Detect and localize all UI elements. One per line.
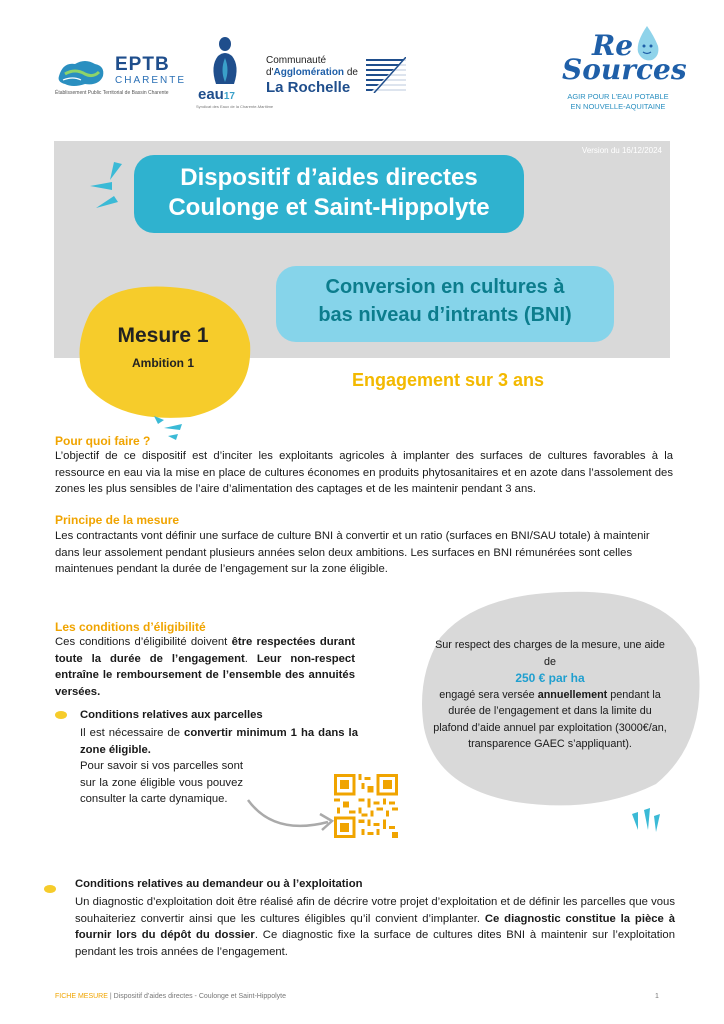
aid-text-a: engagé sera versée: [439, 688, 538, 701]
resources-sub-line1: AGIR POUR L'EAU POTABLE: [567, 92, 669, 101]
footer-label: [55, 993, 286, 1000]
parcelles-map-info: Pour savoir si vos parcelles sont sur la zone éligible vous pouvez consulter la carte dynamique.: [80, 760, 243, 805]
resources-title-line2: Sources: [562, 53, 687, 86]
eau17-tagline: Syndicat des Eaux de la Charente-Maritime: [196, 104, 274, 109]
mesure-label: Mesure 1: [117, 324, 209, 347]
eptb-title: EPTB: [115, 54, 170, 75]
splash-small-icon: [150, 412, 186, 442]
cda-line1: Communauté: [266, 55, 327, 66]
pourquoi-heading: Pour quoi faire ?: [55, 434, 151, 448]
demandeur-text: [75, 894, 675, 960]
principe-text: Les contractants vont définir une surface de culture BNI à convertir et un ratio (surfaces en BNI/SAU totale) à maintenir dans leur assolement pendant plusieurs années selon deux ambitions. Les surfaces en BNI rémunérées sont celles maintenues pendant la durée de l’engagement sur la zone éligible.: [55, 530, 650, 575]
demandeur-text-c: . Ce diagnostic fixe la surface de cultures dites BNI à maintenir sur l’exploitation pendant les trois années de l’engagement.: [75, 929, 675, 958]
splash-decoration-icon: [88, 160, 130, 222]
footer-label-bold: FICHE MESURE: [55, 993, 108, 1000]
resources-sub-line2: EN NOUVELLE-AQUITAINE: [570, 102, 666, 111]
bullet-dot-icon: [55, 711, 67, 719]
parcelles-text-a: Il est nécessaire de: [80, 727, 185, 739]
pourquoi-text: L’objectif de ce dispositif est d’inciter les exploitants agricoles à implanter des surfaces de cultures favorables à la ressource en eau via la mise en place de cultures économes en produits phytosanitaires et en azote dans l’assolement des zones les plus sensibles de l’aire d’alimentation des captages et de les maintenir pendant 3 ans.: [55, 450, 673, 495]
demandeur-heading: Conditions relatives au demandeur ou à l’exploitation: [75, 878, 363, 890]
conditions-text-a: Ces conditions d’éligibilité doivent: [55, 636, 232, 648]
measure-subtitle-line2: bas niveau d’intrants (BNI): [318, 304, 572, 326]
parcelles-heading: Conditions relatives aux parcelles: [80, 709, 263, 721]
principe-heading: Principe de la mesure: [55, 513, 180, 527]
qr-code-map-link[interactable]: [334, 774, 398, 838]
aid-intro: Sur respect des charges de la mesure, une aide de: [435, 639, 665, 668]
ambition-label: Ambition 1: [132, 356, 194, 370]
cda-la-rochelle-logo: [266, 55, 411, 97]
cda-line2-suffix: de: [344, 67, 358, 78]
arrow-to-qr-icon: [244, 792, 344, 842]
aid-text-c: pendant la durée de l’engagement et dans la limite du plafond d’aide annuel par exploitation (3000€/an, transparence GAEC s’appliquant).: [433, 688, 667, 750]
main-title-line2: Coulonge et Saint-Hippolyte: [168, 194, 490, 221]
yellow-blob-shape: [70, 283, 252, 421]
engagement-duration: Engagement sur 3 ans: [352, 370, 545, 390]
eptb-map-icon: [55, 56, 107, 88]
eptb-subtitle: CHARENTE: [115, 75, 187, 86]
conditions-text: [55, 634, 355, 700]
demandeur-text-b: Ce diagnostic constitue la pièce à fournir lors du dépôt du dossier: [75, 912, 675, 941]
page-number: 1: [655, 993, 659, 1000]
conditions-text-c: .: [244, 652, 257, 665]
parcelles-text-b: convertir minimum 1 ha dans la zone éligible.: [80, 727, 358, 756]
main-title: [134, 155, 524, 233]
conditions-text-d: Leur non-respect entraîne le remboursement de l’ensemble des annuités versées.: [55, 652, 355, 698]
eau17-number: 17: [223, 91, 235, 102]
conditions-heading: Les conditions d’éligibilité: [55, 620, 206, 634]
aid-text-b: annuellement: [537, 688, 608, 701]
cda-line2-bold: Agglomération: [273, 67, 345, 78]
cda-line3: La Rochelle: [266, 79, 351, 96]
eau17-logo: [196, 36, 274, 110]
main-title-line1: Dispositif d’aides directes: [180, 164, 478, 191]
resources-title-line1: Re: [592, 29, 634, 62]
eau17-figure-icon: [208, 36, 242, 86]
conditions-text-b: être respectées durant toute la durée de l’engagement: [55, 636, 355, 665]
demandeur-text-a: Un diagnostic d’exploitation doit être réalisé afin de décrire votre projet d’exploitation et de définir les parcelles que vous souhaiteriez convertir ainsi que les cultures éligibles qu’il convient d’implanter.: [75, 896, 675, 925]
measure-subtitle-line1: Conversion en cultures à: [325, 276, 565, 298]
eptb-tagline: Établissement Public Territorial de Bassin Charente: [55, 90, 169, 96]
eau17-name-text: eau: [198, 86, 224, 103]
cda-line2-prefix: d': [266, 67, 274, 78]
cda-lines-icon: [366, 57, 406, 93]
measure-subtitle: [276, 266, 614, 342]
splash-bottom-icon: [626, 800, 666, 840]
resources-title: [562, 29, 687, 86]
eptb-logo: [55, 52, 185, 100]
version-date: Version du 16/12/2024: [581, 146, 662, 155]
aid-amount: 250 € par ha: [515, 671, 585, 685]
bullet-dot-icon-2: [44, 885, 56, 893]
footer-text: | Dispositif d’aides directes - Coulonge et Saint-Hippolyte: [107, 993, 286, 1000]
eau17-name: [198, 86, 235, 103]
aid-description: [432, 637, 668, 753]
resources-subtitle: [566, 92, 670, 112]
resources-logo: [556, 24, 687, 124]
cda-line2: [266, 67, 358, 78]
parcelles-requirement: [80, 725, 358, 758]
